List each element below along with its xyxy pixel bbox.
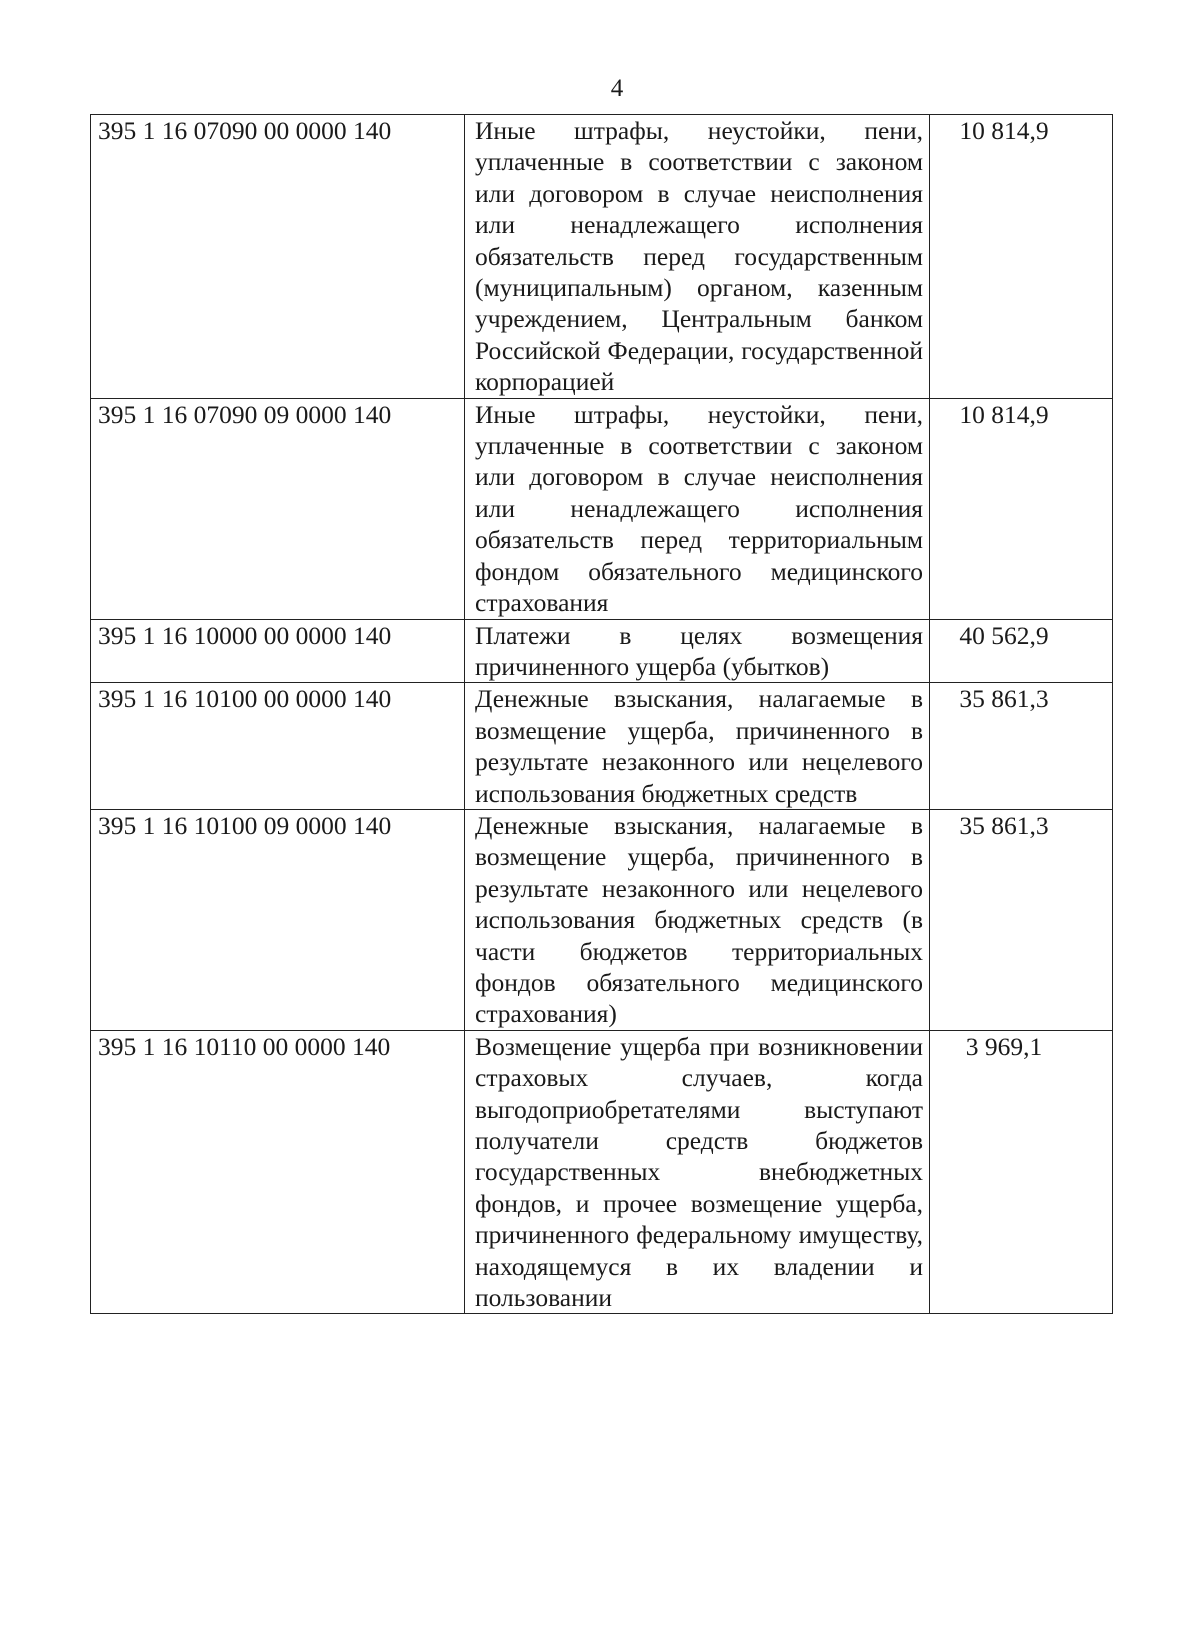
budget-code-cell: 395 1 16 10100 09 0000 140 (91, 809, 465, 1030)
amount-cell: 35 861,3 (930, 683, 1113, 810)
budget-code-cell: 395 1 16 07090 00 0000 140 (91, 115, 465, 399)
budget-code-cell: 395 1 16 10100 00 0000 140 (91, 683, 465, 810)
amount-cell: 10 814,9 (930, 398, 1113, 619)
amount-cell: 35 861,3 (930, 809, 1113, 1030)
budget-code-cell: 395 1 16 10000 00 0000 140 (91, 619, 465, 683)
description-cell: Возмещение ущерба при возникновении страховых случаев, когда выгодоприобретателями выступают получатели средств бюджетов государственных внебюджетных фондов, и прочее возмещение ущерба, причиненного федеральному имуществу, находящемуся в их владении и пользовании (465, 1030, 930, 1314)
budget-code-cell: 395 1 16 10110 00 0000 140 (91, 1030, 465, 1314)
page-number: 4 (610, 75, 624, 102)
amount-cell: 10 814,9 (930, 115, 1113, 399)
description-cell: Платежи в целях возмещения причиненного ущерба (убытков) (465, 619, 930, 683)
amount-cell: 3 969,1 (930, 1030, 1113, 1314)
table-row (91, 683, 1113, 810)
description-cell: Денежные взыскания, налагаемые в возмещение ущерба, причиненного в результате незаконного или нецелевого использования бюджетных средств (в части бюджетов территориальных фондов обязательного медицинского страхования) (465, 809, 930, 1030)
table-row (91, 809, 1113, 1030)
budget-code-cell: 395 1 16 07090 09 0000 140 (91, 398, 465, 619)
budget-table (90, 114, 1113, 1314)
description-cell: Денежные взыскания, налагаемые в возмещение ущерба, причиненного в результате незаконного или нецелевого использования бюджетных средств (465, 683, 930, 810)
table-row (91, 619, 1113, 683)
description-cell: Иные штрафы, неустойки, пени, уплаченные в соответствии с законом или договором в случае неисполнения или ненадлежащего исполнения обязательств перед территориальным фондом обязательного медицинского страхования (465, 398, 930, 619)
table-row (91, 115, 1113, 399)
table-row (91, 398, 1113, 619)
description-cell: Иные штрафы, неустойки, пени, уплаченные в соответствии с законом или договором в случае неисполнения или ненадлежащего исполнения обязательств перед государственным (муниципальным) органом, казенным учреждением, Центральным банком Российской Федерации, государственной корпорацией (465, 115, 930, 399)
table-row (91, 1030, 1113, 1314)
amount-cell: 40 562,9 (930, 619, 1113, 683)
